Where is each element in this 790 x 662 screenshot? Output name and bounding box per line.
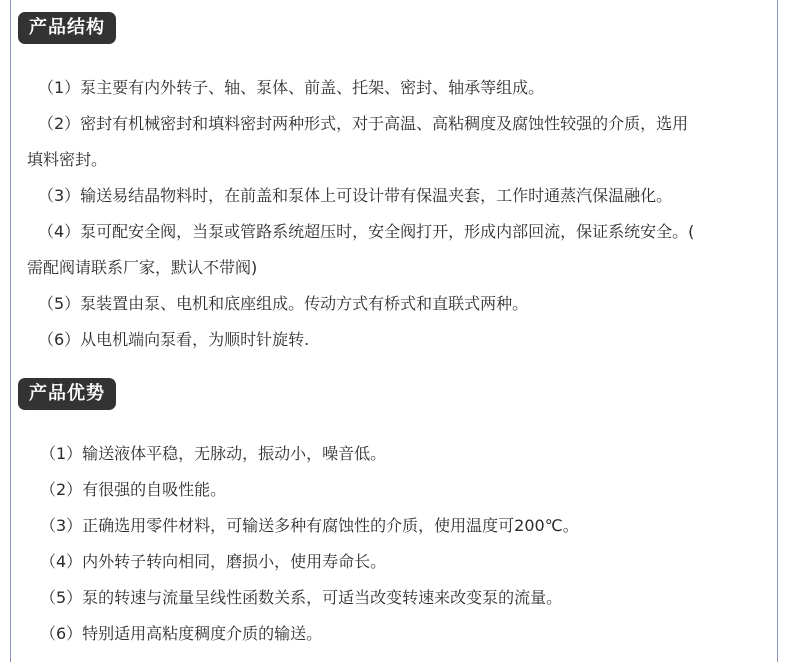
structure-item-text: （1）泵主要有内外转子、轴、泵体、前盖、托架、密封、轴承等组成。 xyxy=(38,78,545,97)
structure-item-text: （6）从电机端向泵看，为顺时针旋转. xyxy=(38,330,310,349)
structure-item-3 xyxy=(0,178,790,214)
structure-item-text: （4）泵可配安全阀，当泵或管路系统超压时，安全阀打开，形成内部回流，保证系统安全。( xyxy=(38,222,695,241)
advantage-item-6: （6）特别适用高粘度稠度介质的输送。 xyxy=(40,624,323,643)
structure-item-text: （2）密封有机械密封和填料密封两种形式，对于高温、高粘稠度及腐蚀性较强的介质，选用 xyxy=(38,114,689,133)
structure-item-1 xyxy=(0,70,790,106)
advantage-item-2: （2）有很强的自吸性能。 xyxy=(40,480,227,499)
advantage-item-4: （4）内外转子转向相同，磨损小，使用寿命长。 xyxy=(40,552,387,571)
structure-item-4 xyxy=(0,214,790,286)
product-advantages-list xyxy=(0,436,790,652)
product-advantages-heading: 产品优势 xyxy=(18,378,116,410)
advantage-item-1: （1）输送液体平稳，无脉动，振动小，噪音低。 xyxy=(40,444,387,463)
structure-item-text: （5）泵装置由泵、电机和底座组成。传动方式有桥式和直联式两种。 xyxy=(38,294,529,313)
product-structure-heading: 产品结构 xyxy=(18,12,116,44)
structure-item-2 xyxy=(0,106,790,178)
advantage-item-5: （5）泵的转速与流量呈线性函数关系，可适当改变转速来改变泵的流量。 xyxy=(40,588,563,607)
structure-item-6 xyxy=(0,322,790,358)
advantage-item-3: （3）正确选用零件材料，可输送多种有腐蚀性的介质，使用温度可200℃。 xyxy=(40,516,579,535)
structure-item-continuation: 需配阀请联系厂家，默认不带阀) xyxy=(27,258,258,277)
product-structure-list xyxy=(0,70,790,358)
structure-item-text: （3）输送易结晶物料时，在前盖和泵体上可设计带有保温夹套，工作时通蒸汽保温融化。 xyxy=(38,186,673,205)
structure-item-continuation: 填料密封。 xyxy=(27,150,108,169)
structure-item-5 xyxy=(0,286,790,322)
